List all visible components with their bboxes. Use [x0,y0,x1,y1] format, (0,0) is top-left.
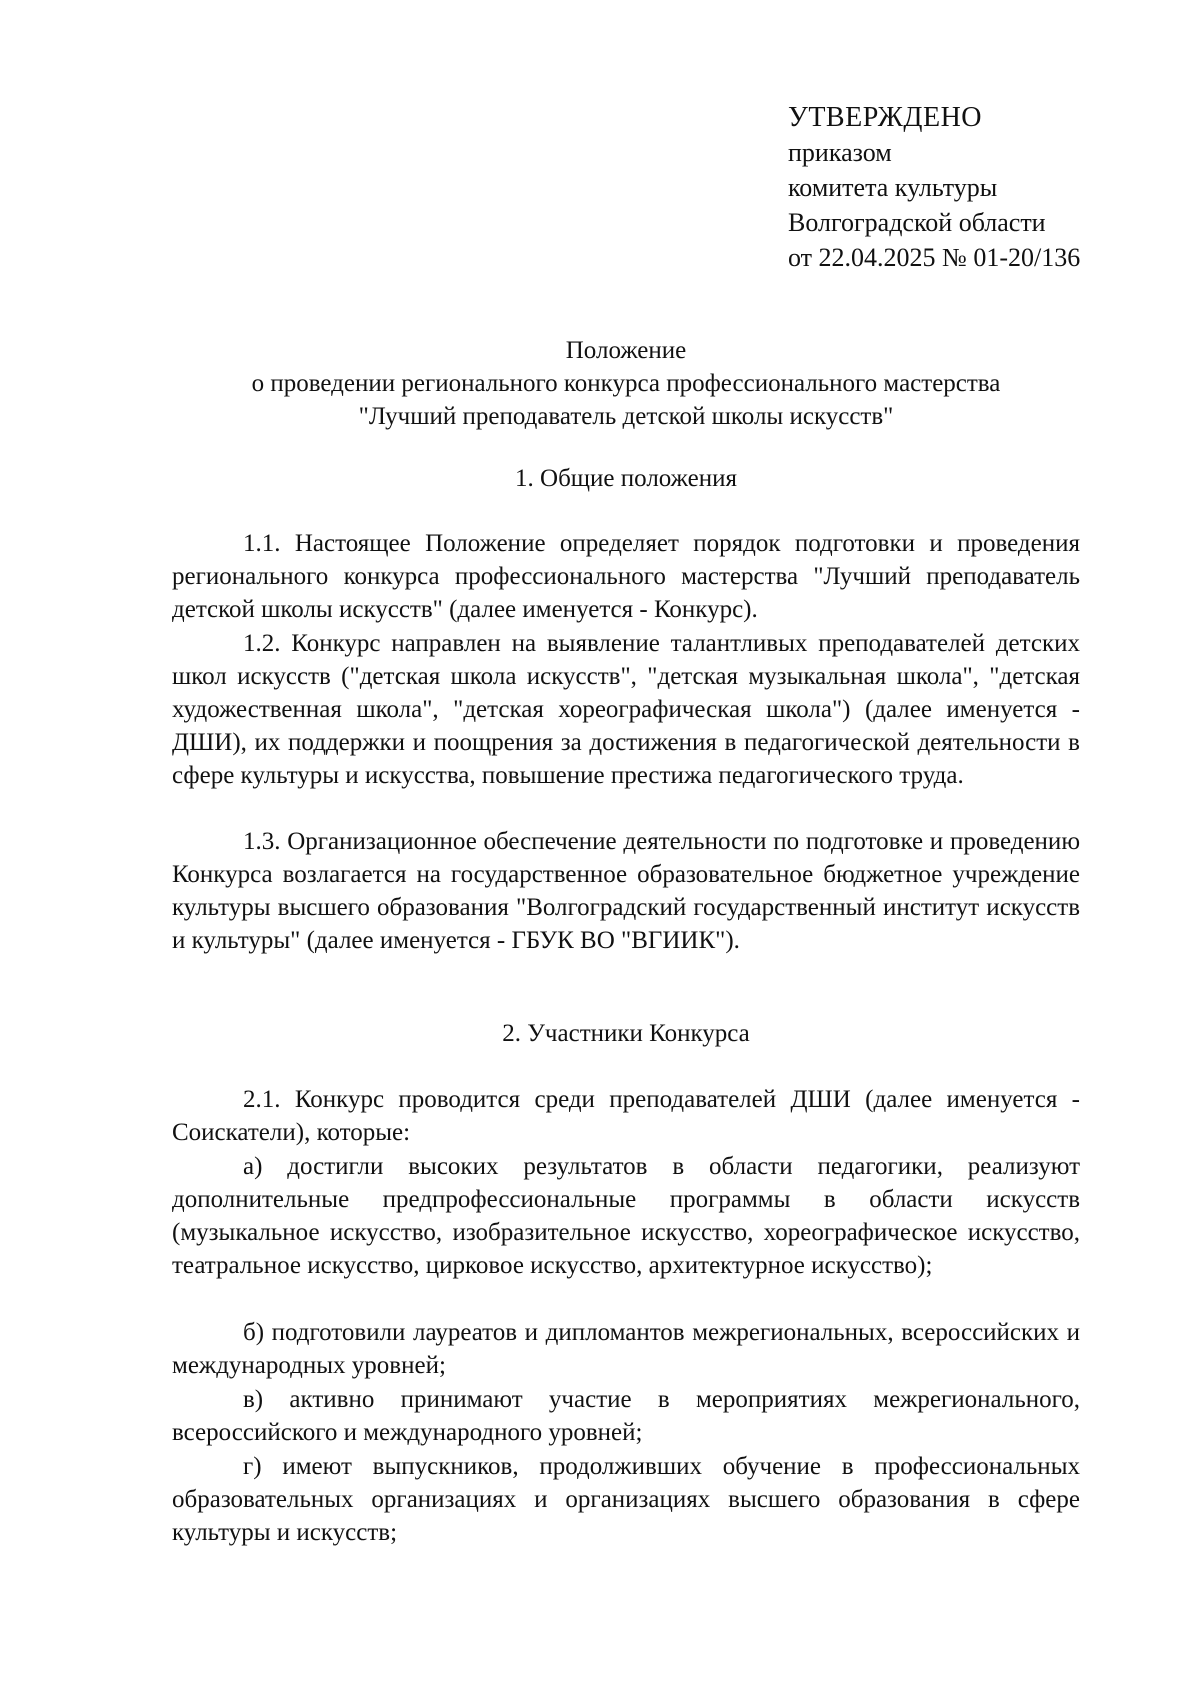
paragraph-1-3: 1.3. Организационное обеспечение деятельности по подготовке и проведению Конкурса возлагается на государственное образовательное бюджетное учреждение культуры высшего образования "Волгоградский государственный институт искусств и культуры" (далее именуется - ГБУК ВО "ВГИИК"). [172,828,1080,954]
approval-line-date-number: от 22.04.2025 № 01-20/136 [788,243,1081,272]
list-item-v: в) активно принимают участие в мероприятиях межрегионального, всероссийского и международного уровней; [172,1386,1080,1446]
title-line-1: Положение [565,337,687,364]
list-item-b: б) подготовили лауреатов и дипломантов межрегиональных, всероссийских и международных уровней; [172,1319,1080,1379]
title-line-2: о проведении регионального конкурса профессионального мастерства [251,370,1001,397]
paragraph-1-2: 1.2. Конкурс направлен на выявление талантливых преподавателей детских школ искусств ("детская школа искусств", "детская музыкальная школа", "детская художественная школа", "детская хореографическая школа") (далее именуется - ДШИ), их поддержки и поощрения за достижения в педагогической деятельности в сфере культуры и искусства, повышение престижа педагогического труда. [172,630,1080,789]
list-item-a: а) достигли высоких результатов в области педагогики, реализуют дополнительные предпрофессиональные программы в области искусств (музыкальное искусство, изобразительное искусство, хореографическое искусство, театральное искусство, цирковое искусство, архитектурное искусство); [172,1153,1080,1279]
document-title [172,334,1080,433]
section-2-heading: 2. Участники Конкурса [502,1020,750,1047]
approval-line-committee: комитета культуры [788,173,998,202]
list-item-g: г) имеют выпускников, продолживших обучение в профессиональных образовательных организациях и организациях высшего образования в сфере культуры и искусств; [172,1453,1080,1546]
approval-line-region: Волгоградской области [788,208,1046,237]
approval-heading: УТВЕРЖДЕНО [788,102,983,133]
title-line-3: "Лучший преподаватель детской школы искусств" [358,403,894,430]
approval-stamp [788,100,1080,275]
paragraph-2-1: 2.1. Конкурс проводится среди преподавателей ДШИ (далее именуется - Соискатели), которые: [172,1086,1080,1146]
approval-line-order: приказом [788,138,892,167]
section-1-heading: 1. Общие положения [515,465,737,492]
paragraph-1-1: 1.1. Настоящее Положение определяет порядок подготовки и проведения регионального конкурса профессионального мастерства "Лучший преподаватель детской школы искусств" (далее именуется - Конкурс). [172,530,1080,623]
